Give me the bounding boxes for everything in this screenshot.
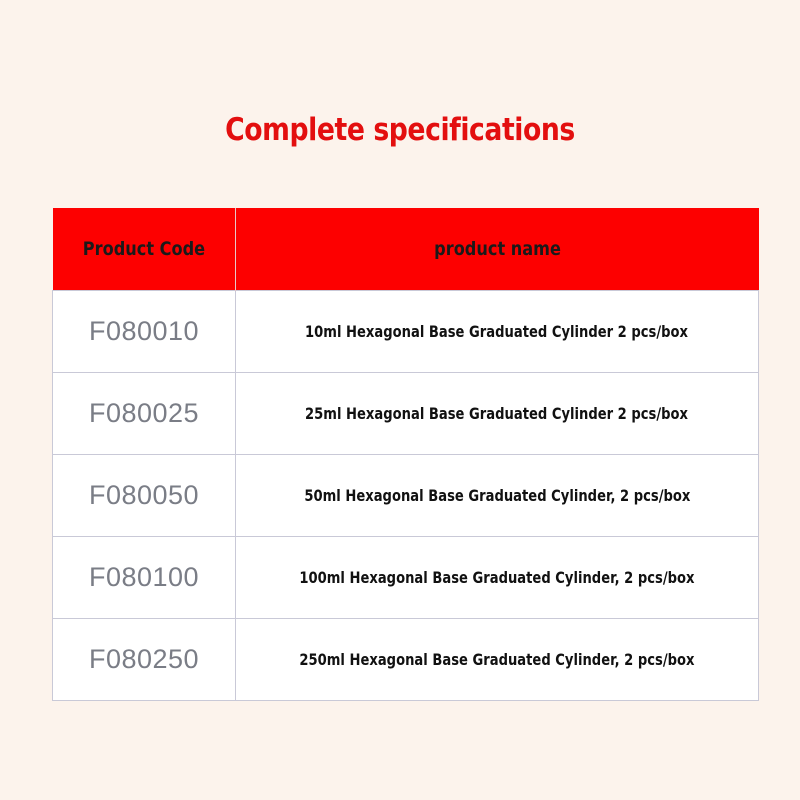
product-name-text: 100ml Hexagonal Base Graduated Cylinder, 2 pcs/box: [299, 568, 695, 587]
product-code-cell: F080010: [53, 291, 236, 373]
table-header-row: [53, 208, 759, 291]
product-name-text: 25ml Hexagonal Base Graduated Cylinder 2 pcs/box: [305, 404, 689, 423]
column-header-label: product name: [433, 238, 561, 260]
page-title: Complete specifications: [225, 112, 575, 148]
product-name-text: 250ml Hexagonal Base Graduated Cylinder, 2 pcs/box: [299, 650, 695, 669]
table-row: [53, 291, 759, 373]
product-code-cell: F080025: [53, 373, 236, 455]
product-name-cell: [236, 291, 759, 373]
column-header-product-code: [53, 208, 236, 291]
product-name-cell: [236, 537, 759, 619]
product-code-cell: F080050: [53, 455, 236, 537]
specifications-table: [52, 208, 759, 701]
table-row: [53, 455, 759, 537]
product-code-cell: F080250: [53, 619, 236, 701]
product-name-cell: [236, 373, 759, 455]
column-header-product-name: [236, 208, 759, 291]
product-name-cell: [236, 455, 759, 537]
product-code-cell: F080100: [53, 537, 236, 619]
product-name-text: 10ml Hexagonal Base Graduated Cylinder 2 pcs/box: [305, 322, 689, 341]
product-name-cell: [236, 619, 759, 701]
table-row: [53, 373, 759, 455]
column-header-label: Product Code: [82, 238, 205, 260]
table-row: [53, 537, 759, 619]
table-row: [53, 619, 759, 701]
product-name-text: 50ml Hexagonal Base Graduated Cylinder, 2 pcs/box: [303, 486, 691, 505]
